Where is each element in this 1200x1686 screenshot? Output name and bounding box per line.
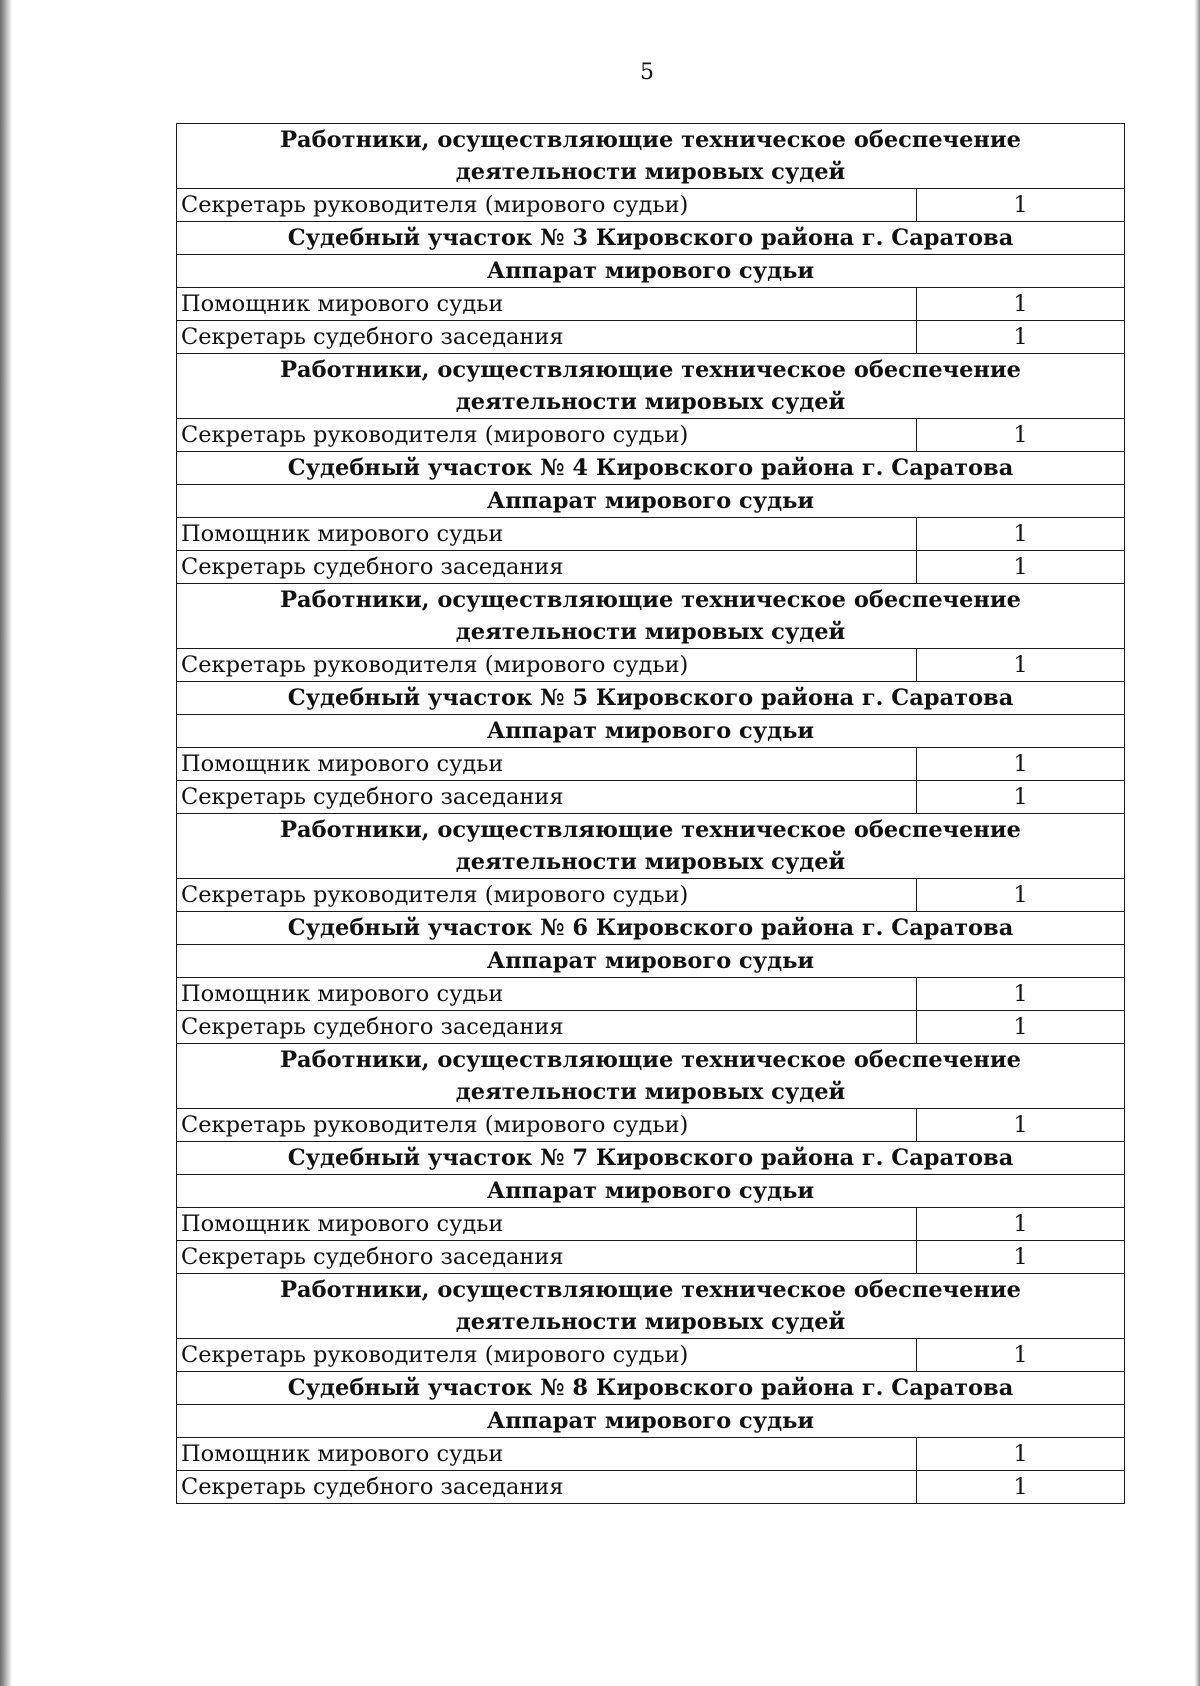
section-heading-row xyxy=(177,1142,1125,1175)
section-heading: Аппарат мирового судьи xyxy=(177,1175,1125,1208)
section-heading-row xyxy=(177,814,1125,879)
position-count: 1 xyxy=(917,1109,1125,1142)
position-name: Секретарь судебного заседания xyxy=(177,551,917,584)
table-row xyxy=(177,1438,1125,1471)
position-name: Секретарь руководителя (мирового судьи) xyxy=(177,419,917,452)
section-heading: Работники, осуществляющие техническое обеспечение деятельности мировых судей xyxy=(177,584,1125,649)
position-name: Помощник мирового судьи xyxy=(177,288,917,321)
section-heading: Работники, осуществляющие техническое обеспечение деятельности мировых судей xyxy=(177,1044,1125,1109)
section-heading: Работники, осуществляющие техническое обеспечение деятельности мировых судей xyxy=(177,354,1125,419)
position-count: 1 xyxy=(917,288,1125,321)
table-row xyxy=(177,189,1125,222)
position-name: Секретарь руководителя (мирового судьи) xyxy=(177,189,917,222)
position-count: 1 xyxy=(917,321,1125,354)
table-row xyxy=(177,419,1125,452)
section-heading-row xyxy=(177,1405,1125,1438)
position-count: 1 xyxy=(917,419,1125,452)
position-count: 1 xyxy=(917,649,1125,682)
position-count: 1 xyxy=(917,1241,1125,1274)
section-heading: Аппарат мирового судьи xyxy=(177,485,1125,518)
page-number: 5 xyxy=(640,60,654,85)
table-row xyxy=(177,649,1125,682)
table-row xyxy=(177,1208,1125,1241)
section-heading: Судебный участок № 5 Кировского района г. Саратова xyxy=(177,682,1125,715)
table-row xyxy=(177,1011,1125,1044)
staff-table xyxy=(176,123,1125,1504)
position-count: 1 xyxy=(917,1208,1125,1241)
table-row xyxy=(177,879,1125,912)
section-heading: Аппарат мирового судьи xyxy=(177,945,1125,978)
section-heading-row xyxy=(177,1372,1125,1405)
section-heading-row xyxy=(177,255,1125,288)
position-count: 1 xyxy=(917,781,1125,814)
section-heading-row xyxy=(177,124,1125,189)
position-count: 1 xyxy=(917,551,1125,584)
section-heading-row xyxy=(177,584,1125,649)
position-count: 1 xyxy=(917,879,1125,912)
section-heading: Судебный участок № 7 Кировского района г. Саратова xyxy=(177,1142,1125,1175)
section-heading-row xyxy=(177,715,1125,748)
section-heading: Судебный участок № 3 Кировского района г. Саратова xyxy=(177,222,1125,255)
position-count: 1 xyxy=(917,748,1125,781)
section-heading-row xyxy=(177,485,1125,518)
table-row xyxy=(177,1109,1125,1142)
position-name: Секретарь судебного заседания xyxy=(177,1241,917,1274)
table-row xyxy=(177,321,1125,354)
section-heading-row xyxy=(177,682,1125,715)
position-name: Помощник мирового судьи xyxy=(177,748,917,781)
section-heading: Работники, осуществляющие техническое обеспечение деятельности мировых судей xyxy=(177,814,1125,879)
position-count: 1 xyxy=(917,189,1125,222)
section-heading: Аппарат мирового судьи xyxy=(177,255,1125,288)
section-heading: Судебный участок № 4 Кировского района г. Саратова xyxy=(177,452,1125,485)
position-name: Секретарь руководителя (мирового судьи) xyxy=(177,1109,917,1142)
section-heading-row xyxy=(177,222,1125,255)
position-name: Помощник мирового судьи xyxy=(177,978,917,1011)
table-row xyxy=(177,1241,1125,1274)
section-heading-row xyxy=(177,945,1125,978)
position-count: 1 xyxy=(917,518,1125,551)
table-row xyxy=(177,748,1125,781)
staff-table-body xyxy=(177,124,1125,1504)
section-heading-row xyxy=(177,354,1125,419)
position-count: 1 xyxy=(917,978,1125,1011)
position-count: 1 xyxy=(917,1011,1125,1044)
position-count: 1 xyxy=(917,1438,1125,1471)
position-count: 1 xyxy=(917,1471,1125,1504)
table-row xyxy=(177,288,1125,321)
section-heading: Судебный участок № 8 Кировского района г. Саратова xyxy=(177,1372,1125,1405)
section-heading: Работники, осуществляющие техническое обеспечение деятельности мировых судей xyxy=(177,1274,1125,1339)
section-heading: Аппарат мирового судьи xyxy=(177,715,1125,748)
position-name: Помощник мирового судьи xyxy=(177,1438,917,1471)
table-row xyxy=(177,518,1125,551)
position-name: Секретарь руководителя (мирового судьи) xyxy=(177,649,917,682)
scan-edge-left xyxy=(0,0,12,1686)
section-heading-row xyxy=(177,912,1125,945)
table-row xyxy=(177,551,1125,584)
position-name: Секретарь руководителя (мирового судьи) xyxy=(177,879,917,912)
position-name: Секретарь судебного заседания xyxy=(177,1471,917,1504)
position-name: Помощник мирового судьи xyxy=(177,1208,917,1241)
position-name: Секретарь судебного заседания xyxy=(177,1011,917,1044)
section-heading-row xyxy=(177,452,1125,485)
table-row xyxy=(177,978,1125,1011)
position-name: Помощник мирового судьи xyxy=(177,518,917,551)
section-heading: Судебный участок № 6 Кировского района г. Саратова xyxy=(177,912,1125,945)
position-name: Секретарь судебного заседания xyxy=(177,321,917,354)
table-row xyxy=(177,1339,1125,1372)
position-name: Секретарь руководителя (мирового судьи) xyxy=(177,1339,917,1372)
section-heading: Работники, осуществляющие техническое обеспечение деятельности мировых судей xyxy=(177,124,1125,189)
scan-edge-right xyxy=(1194,0,1200,1686)
section-heading: Аппарат мирового судьи xyxy=(177,1405,1125,1438)
table-row xyxy=(177,1471,1125,1504)
section-heading-row xyxy=(177,1044,1125,1109)
table-row xyxy=(177,781,1125,814)
section-heading-row xyxy=(177,1274,1125,1339)
section-heading-row xyxy=(177,1175,1125,1208)
position-count: 1 xyxy=(917,1339,1125,1372)
position-name: Секретарь судебного заседания xyxy=(177,781,917,814)
